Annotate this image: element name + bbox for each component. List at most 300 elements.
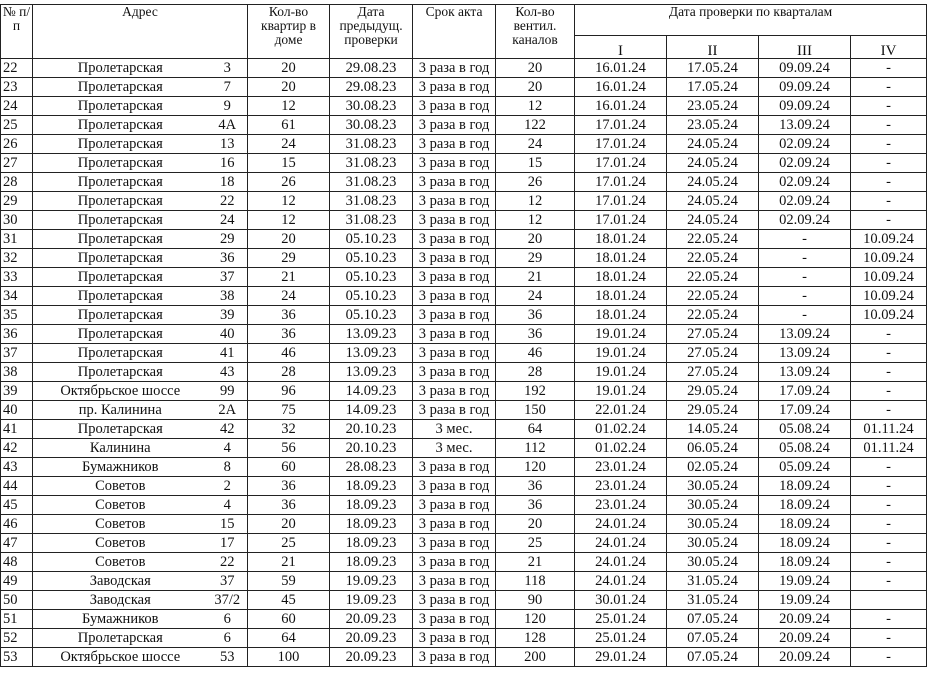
quarter-1-date: 23.01.24	[575, 458, 667, 477]
row-number: 49	[1, 572, 33, 591]
quarter-3-date: 20.09.24	[759, 629, 851, 648]
apartment-count: 20	[248, 78, 330, 97]
house-number: 41	[208, 344, 248, 363]
house-number: 36	[208, 249, 248, 268]
apartment-count: 26	[248, 173, 330, 192]
previous-check-date: 18.09.23	[330, 496, 413, 515]
previous-check-date: 14.09.23	[330, 401, 413, 420]
quarter-4-date: 10.09.24	[851, 268, 927, 287]
channel-count: 128	[496, 629, 575, 648]
row-number: 30	[1, 211, 33, 230]
quarter-1-date: 18.01.24	[575, 268, 667, 287]
street-name: Заводская	[33, 591, 208, 610]
apartment-count: 25	[248, 534, 330, 553]
quarter-1-date: 24.01.24	[575, 515, 667, 534]
channel-count: 64	[496, 420, 575, 439]
apartment-count: 59	[248, 572, 330, 591]
previous-check-date: 13.09.23	[330, 325, 413, 344]
quarter-2-date: 06.05.24	[667, 439, 759, 458]
house-number: 22	[208, 553, 248, 572]
quarter-4-date: 10.09.24	[851, 230, 927, 249]
row-number: 53	[1, 648, 33, 667]
quarter-4-date: -	[851, 78, 927, 97]
quarter-2-date: 23.05.24	[667, 97, 759, 116]
table-row	[1, 154, 927, 173]
table-row	[1, 268, 927, 287]
quarter-1-date: 17.01.24	[575, 192, 667, 211]
quarter-1-date: 29.01.24	[575, 648, 667, 667]
channel-count: 20	[496, 59, 575, 78]
quarter-1-date: 16.01.24	[575, 78, 667, 97]
table-row	[1, 306, 927, 325]
house-number: 2	[208, 477, 248, 496]
previous-check-date: 20.09.23	[330, 610, 413, 629]
table-row	[1, 648, 927, 667]
quarter-3-date: 18.09.24	[759, 534, 851, 553]
house-number: 18	[208, 173, 248, 192]
quarter-2-date: 17.05.24	[667, 78, 759, 97]
table-row	[1, 553, 927, 572]
quarter-1-date: 18.01.24	[575, 287, 667, 306]
previous-check-date: 29.08.23	[330, 78, 413, 97]
street-name: Советов	[33, 515, 208, 534]
street-name: Советов	[33, 553, 208, 572]
quarter-3-date: -	[759, 306, 851, 325]
act-term: 3 раза в год	[413, 78, 496, 97]
quarter-1-date: 01.02.24	[575, 439, 667, 458]
quarter-3-date: 20.09.24	[759, 610, 851, 629]
previous-check-date: 29.08.23	[330, 59, 413, 78]
quarter-2-date: 27.05.24	[667, 344, 759, 363]
apartment-count: 20	[248, 230, 330, 249]
quarter-4-date: -	[851, 572, 927, 591]
quarter-4-date: -	[851, 325, 927, 344]
street-name: Пролетарская	[33, 59, 208, 78]
table-body	[1, 59, 927, 667]
quarter-3-date: 09.09.24	[759, 59, 851, 78]
channel-count: 29	[496, 249, 575, 268]
quarter-4-date: 01.11.24	[851, 420, 927, 439]
quarter-2-header: II	[667, 36, 759, 59]
act-term: 3 раза в год	[413, 211, 496, 230]
quarter-4-date: -	[851, 116, 927, 135]
table-row	[1, 78, 927, 97]
row-number: 22	[1, 59, 33, 78]
act-term: 3 раза в год	[413, 610, 496, 629]
act-term: 3 раза в год	[413, 287, 496, 306]
previous-check-date: 31.08.23	[330, 192, 413, 211]
quarter-3-date: 05.08.24	[759, 420, 851, 439]
apartment-count: 12	[248, 211, 330, 230]
quarter-1-date: 24.01.24	[575, 572, 667, 591]
apartment-count: 12	[248, 192, 330, 211]
row-number: 28	[1, 173, 33, 192]
table-row	[1, 477, 927, 496]
quarter-1-date: 23.01.24	[575, 496, 667, 515]
quarter-3-date: -	[759, 249, 851, 268]
table-row	[1, 344, 927, 363]
act-term: 3 раза в год	[413, 268, 496, 287]
house-number: 7	[208, 78, 248, 97]
quarter-4-date: -	[851, 344, 927, 363]
apartment-count: 60	[248, 610, 330, 629]
quarter-4-date: -	[851, 534, 927, 553]
apartment-count: 36	[248, 306, 330, 325]
house-number: 6	[208, 610, 248, 629]
act-term: 3 раза в год	[413, 230, 496, 249]
table-row	[1, 496, 927, 515]
channel-count: 120	[496, 458, 575, 477]
quarter-4-date: -	[851, 154, 927, 173]
table-row	[1, 287, 927, 306]
act-term: 3 раза в год	[413, 401, 496, 420]
apartment-count: 20	[248, 59, 330, 78]
house-number: 39	[208, 306, 248, 325]
act-term: 3 раза в год	[413, 534, 496, 553]
quarter-1-date: 22.01.24	[575, 401, 667, 420]
street-name: Советов	[33, 534, 208, 553]
quarter-3-date: -	[759, 268, 851, 287]
house-number: 40	[208, 325, 248, 344]
quarter-2-date: 07.05.24	[667, 648, 759, 667]
previous-check-date: 18.09.23	[330, 534, 413, 553]
channel-count: 15	[496, 154, 575, 173]
previous-check-date: 19.09.23	[330, 591, 413, 610]
table-row	[1, 515, 927, 534]
quarter-2-date: 31.05.24	[667, 591, 759, 610]
quarter-2-date: 27.05.24	[667, 363, 759, 382]
street-name: Калинина	[33, 439, 208, 458]
quarter-2-date: 29.05.24	[667, 401, 759, 420]
apartment-count: 20	[248, 515, 330, 534]
row-number: 26	[1, 135, 33, 154]
act-term: 3 раза в год	[413, 363, 496, 382]
quarter-3-date: 05.08.24	[759, 439, 851, 458]
row-number: 44	[1, 477, 33, 496]
quarter-1-date: 17.01.24	[575, 211, 667, 230]
quarter-3-date: 13.09.24	[759, 344, 851, 363]
table-row	[1, 116, 927, 135]
previous-check-date: 18.09.23	[330, 515, 413, 534]
channel-count: 118	[496, 572, 575, 591]
quarter-4-date: 10.09.24	[851, 249, 927, 268]
previous-check-date: 18.09.23	[330, 477, 413, 496]
quarter-1-date: 01.02.24	[575, 420, 667, 439]
quarter-2-date: 24.05.24	[667, 135, 759, 154]
quarter-1-date: 25.01.24	[575, 610, 667, 629]
quarter-1-date: 17.01.24	[575, 135, 667, 154]
channel-count: 36	[496, 325, 575, 344]
apartment-count: 60	[248, 458, 330, 477]
act-term: 3 раза в год	[413, 192, 496, 211]
quarter-3-date: 02.09.24	[759, 154, 851, 173]
channel-count: 12	[496, 211, 575, 230]
quarter-4-date: -	[851, 401, 927, 420]
channel-count: 120	[496, 610, 575, 629]
row-number: 27	[1, 154, 33, 173]
house-number: 2А	[208, 401, 248, 420]
quarter-1-date: 18.01.24	[575, 230, 667, 249]
house-number: 43	[208, 363, 248, 382]
quarter-4-date: -	[851, 173, 927, 192]
quarter-4-date: -	[851, 515, 927, 534]
table-header	[1, 5, 927, 59]
quarter-2-date: 22.05.24	[667, 287, 759, 306]
row-number: 25	[1, 116, 33, 135]
row-number: 36	[1, 325, 33, 344]
table-row	[1, 610, 927, 629]
quarter-2-date: 22.05.24	[667, 249, 759, 268]
act-term: 3 раза в год	[413, 572, 496, 591]
apartment-count: 21	[248, 268, 330, 287]
quarter-4-date: -	[851, 648, 927, 667]
house-number: 4А	[208, 116, 248, 135]
quarter-3-date: 02.09.24	[759, 135, 851, 154]
quarter-1-date: 24.01.24	[575, 534, 667, 553]
table-row	[1, 534, 927, 553]
col-channels-header: Кол-во вентил. каналов	[496, 5, 575, 59]
street-name: Пролетарская	[33, 249, 208, 268]
street-name: Пролетарская	[33, 192, 208, 211]
quarter-4-date: -	[851, 192, 927, 211]
apartment-count: 21	[248, 553, 330, 572]
channel-count: 12	[496, 192, 575, 211]
quarter-1-date: 19.01.24	[575, 344, 667, 363]
table-row	[1, 420, 927, 439]
row-number: 37	[1, 344, 33, 363]
apartment-count: 36	[248, 325, 330, 344]
act-term: 3 раза в год	[413, 59, 496, 78]
quarter-4-date	[851, 591, 927, 610]
house-number: 8	[208, 458, 248, 477]
apartment-count: 61	[248, 116, 330, 135]
quarter-2-date: 02.05.24	[667, 458, 759, 477]
channel-count: 122	[496, 116, 575, 135]
channel-count: 28	[496, 363, 575, 382]
previous-check-date: 30.08.23	[330, 97, 413, 116]
act-term: 3 раза в год	[413, 591, 496, 610]
quarter-2-date: 22.05.24	[667, 306, 759, 325]
act-term: 3 раза в год	[413, 154, 496, 173]
house-number: 13	[208, 135, 248, 154]
table-row	[1, 192, 927, 211]
act-term: 3 раза в год	[413, 116, 496, 135]
quarter-3-date: 13.09.24	[759, 363, 851, 382]
inspection-table	[0, 4, 927, 667]
act-term: 3 раза в год	[413, 325, 496, 344]
apartment-count: 64	[248, 629, 330, 648]
quarter-2-date: 14.05.24	[667, 420, 759, 439]
quarter-2-date: 30.05.24	[667, 534, 759, 553]
table-row	[1, 439, 927, 458]
col-address-header: Адрес	[33, 5, 248, 59]
previous-check-date: 05.10.23	[330, 287, 413, 306]
quarter-4-date: -	[851, 211, 927, 230]
quarter-2-date: 24.05.24	[667, 173, 759, 192]
apartment-count: 56	[248, 439, 330, 458]
table-row	[1, 591, 927, 610]
street-name: Советов	[33, 496, 208, 515]
apartment-count: 36	[248, 477, 330, 496]
quarter-1-date: 24.01.24	[575, 553, 667, 572]
apartment-count: 100	[248, 648, 330, 667]
table-row	[1, 97, 927, 116]
channel-count: 24	[496, 287, 575, 306]
channel-count: 36	[496, 496, 575, 515]
quarter-3-header: III	[759, 36, 851, 59]
row-number: 32	[1, 249, 33, 268]
channel-count: 112	[496, 439, 575, 458]
house-number: 99	[208, 382, 248, 401]
quarter-3-date: 02.09.24	[759, 192, 851, 211]
quarters-header: Дата проверки по кварталам	[575, 5, 927, 36]
channel-count: 20	[496, 78, 575, 97]
apartment-count: 15	[248, 154, 330, 173]
quarter-3-date: 19.09.24	[759, 591, 851, 610]
act-term: 3 раза в год	[413, 629, 496, 648]
row-number: 40	[1, 401, 33, 420]
quarter-3-date: -	[759, 230, 851, 249]
previous-check-date: 20.09.23	[330, 629, 413, 648]
quarter-3-date: 09.09.24	[759, 78, 851, 97]
quarter-4-header: IV	[851, 36, 927, 59]
previous-check-date: 31.08.23	[330, 135, 413, 154]
quarter-3-date: 18.09.24	[759, 496, 851, 515]
house-number: 17	[208, 534, 248, 553]
quarter-2-date: 30.05.24	[667, 496, 759, 515]
quarter-1-date: 17.01.24	[575, 154, 667, 173]
row-number: 31	[1, 230, 33, 249]
act-term: 3 раза в год	[413, 382, 496, 401]
table-row	[1, 135, 927, 154]
table-row	[1, 249, 927, 268]
table-row	[1, 173, 927, 192]
apartment-count: 29	[248, 249, 330, 268]
channel-count: 21	[496, 553, 575, 572]
previous-check-date: 28.08.23	[330, 458, 413, 477]
quarter-3-date: 05.09.24	[759, 458, 851, 477]
act-term: 3 раза в год	[413, 135, 496, 154]
street-name: Октябрьское шоссе	[33, 648, 208, 667]
street-name: Октябрьское шоссе	[33, 382, 208, 401]
house-number: 37/2	[208, 591, 248, 610]
street-name: Пролетарская	[33, 344, 208, 363]
table-row	[1, 230, 927, 249]
quarter-2-date: 17.05.24	[667, 59, 759, 78]
quarter-1-date: 17.01.24	[575, 116, 667, 135]
channel-count: 46	[496, 344, 575, 363]
table-row	[1, 211, 927, 230]
house-number: 24	[208, 211, 248, 230]
quarter-4-date: -	[851, 135, 927, 154]
apartment-count: 36	[248, 496, 330, 515]
previous-check-date: 13.09.23	[330, 363, 413, 382]
quarter-2-date: 31.05.24	[667, 572, 759, 591]
street-name: Пролетарская	[33, 154, 208, 173]
row-number: 42	[1, 439, 33, 458]
row-number: 24	[1, 97, 33, 116]
quarter-4-date: -	[851, 382, 927, 401]
row-number: 48	[1, 553, 33, 572]
street-name: Пролетарская	[33, 306, 208, 325]
quarter-1-date: 16.01.24	[575, 97, 667, 116]
channel-count: 200	[496, 648, 575, 667]
apartment-count: 46	[248, 344, 330, 363]
table-row	[1, 382, 927, 401]
quarter-2-date: 23.05.24	[667, 116, 759, 135]
table-row	[1, 325, 927, 344]
act-term: 3 раза в год	[413, 496, 496, 515]
quarter-1-date: 19.01.24	[575, 325, 667, 344]
channel-count: 21	[496, 268, 575, 287]
table-row	[1, 363, 927, 382]
street-name: Пролетарская	[33, 363, 208, 382]
act-term: 3 мес.	[413, 420, 496, 439]
quarter-3-date: 13.09.24	[759, 325, 851, 344]
previous-check-date: 20.09.23	[330, 648, 413, 667]
channel-count: 20	[496, 230, 575, 249]
street-name: Пролетарская	[33, 287, 208, 306]
channel-count: 20	[496, 515, 575, 534]
row-number: 41	[1, 420, 33, 439]
previous-check-date: 14.09.23	[330, 382, 413, 401]
inspection-schedule	[0, 4, 927, 667]
quarter-4-date: 01.11.24	[851, 439, 927, 458]
row-number: 23	[1, 78, 33, 97]
channel-count: 25	[496, 534, 575, 553]
quarter-2-date: 07.05.24	[667, 629, 759, 648]
street-name: Пролетарская	[33, 211, 208, 230]
street-name: Пролетарская	[33, 420, 208, 439]
quarter-1-date: 19.01.24	[575, 382, 667, 401]
quarter-2-date: 27.05.24	[667, 325, 759, 344]
channel-count: 150	[496, 401, 575, 420]
act-term: 3 раза в год	[413, 249, 496, 268]
apartment-count: 32	[248, 420, 330, 439]
house-number: 37	[208, 572, 248, 591]
apartment-count: 24	[248, 287, 330, 306]
quarter-2-date: 30.05.24	[667, 477, 759, 496]
house-number: 37	[208, 268, 248, 287]
row-number: 38	[1, 363, 33, 382]
quarter-2-date: 29.05.24	[667, 382, 759, 401]
act-term: 3 раза в год	[413, 306, 496, 325]
street-name: Бумажников	[33, 458, 208, 477]
quarter-1-date: 19.01.24	[575, 363, 667, 382]
channel-count: 36	[496, 306, 575, 325]
row-number: 29	[1, 192, 33, 211]
act-term: 3 раза в год	[413, 173, 496, 192]
quarter-2-date: 22.05.24	[667, 268, 759, 287]
quarter-4-date: -	[851, 458, 927, 477]
col-act-term-header: Срок акта	[413, 5, 496, 59]
street-name: Пролетарская	[33, 230, 208, 249]
previous-check-date: 31.08.23	[330, 173, 413, 192]
quarter-4-date: -	[851, 610, 927, 629]
quarter-1-date: 25.01.24	[575, 629, 667, 648]
street-name: Бумажников	[33, 610, 208, 629]
street-name: Заводская	[33, 572, 208, 591]
channel-count: 12	[496, 97, 575, 116]
act-term: 3 мес.	[413, 439, 496, 458]
table-row	[1, 572, 927, 591]
row-number: 33	[1, 268, 33, 287]
quarter-1-date: 17.01.24	[575, 173, 667, 192]
quarter-4-date: -	[851, 629, 927, 648]
act-term: 3 раза в год	[413, 458, 496, 477]
quarter-1-date: 18.01.24	[575, 306, 667, 325]
quarter-1-date: 18.01.24	[575, 249, 667, 268]
